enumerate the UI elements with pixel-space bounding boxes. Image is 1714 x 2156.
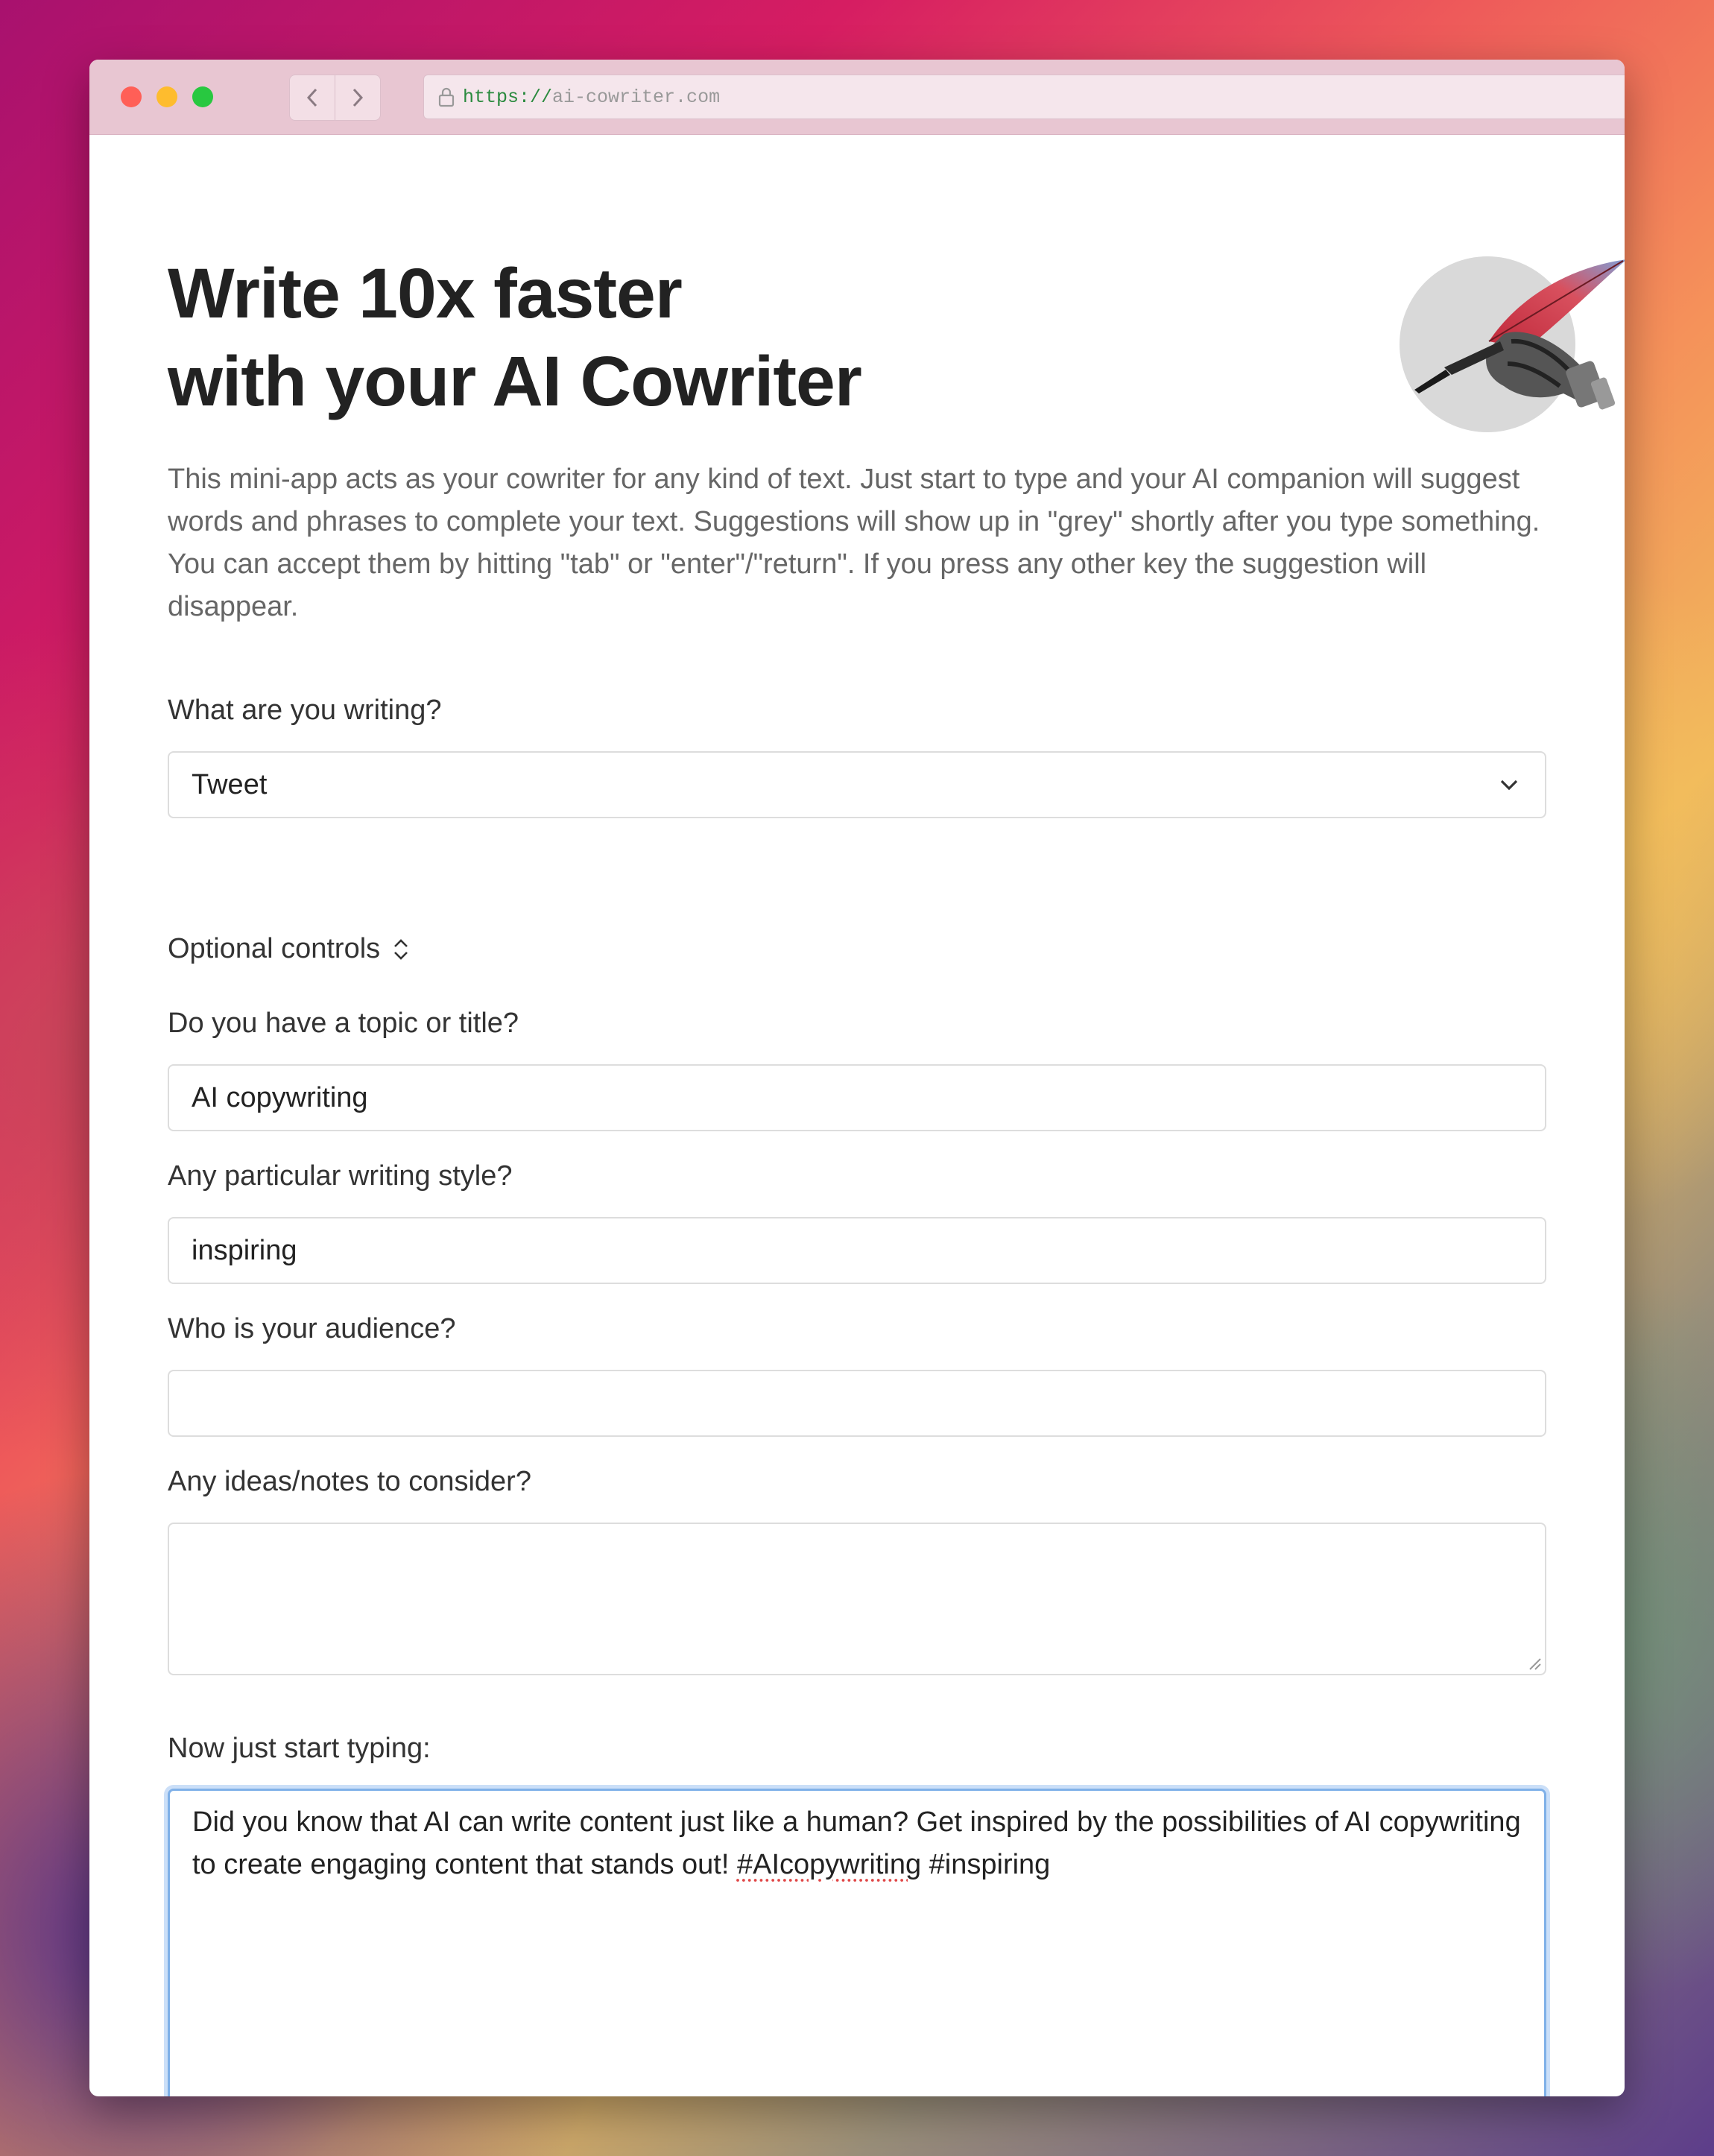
main-text-body: Did you know that AI can write content just like a human? Get inspired by the possibilities of AI copywriting to create engaging content that stands out! [192,1806,1521,1880]
notes-textarea[interactable] [168,1523,1546,1675]
expand-collapse-icon [390,936,411,963]
page-title [168,250,861,426]
topic-label: Do you have a topic or title? [168,1008,519,1039]
style-value: inspiring [192,1234,297,1266]
robot-hand-quill-icon [1400,252,1625,437]
intro-description: This mini-app acts as your cowriter for any kind of text. Just start to type and your AI companion will suggest words and phrases to complete your text. Suggestions will show up in "grey" shortly after you type something. You can accept them by hitting "tab" or "enter"/"return". If you press any other key the suggestion will disappear. [168,464,1540,622]
page-title-line2: with your AI Cowriter [168,342,861,421]
page-title-line1: Write 10x faster [168,254,682,333]
writing-type-label: What are you writing? [168,695,442,726]
main-editor-label: Now just start typing: [168,1733,431,1764]
address-bar[interactable] [423,75,1625,119]
lock-icon [437,86,455,107]
forward-button[interactable] [335,75,381,121]
optional-controls-toggle[interactable] [168,933,411,965]
close-window-button[interactable] [121,86,142,107]
resize-handle-icon[interactable] [1525,1654,1542,1671]
chevron-right-icon [350,86,366,109]
chevron-left-icon [304,86,320,109]
audience-label: Who is your audience? [168,1313,456,1344]
main-editor-text [192,1801,1522,1886]
browser-titlebar [89,60,1625,135]
url-scheme: https:// [463,86,553,108]
optional-controls-label: Optional controls [168,933,381,964]
chevron-down-icon [1496,771,1522,798]
url-host: ai-cowriter.com [552,86,721,108]
browser-window [89,60,1625,2096]
notes-label: Any ideas/notes to consider? [168,1466,531,1497]
maximize-window-button[interactable] [192,86,213,107]
writing-type-value: Tweet [192,768,268,800]
writing-type-select[interactable] [168,751,1546,818]
style-input[interactable] [168,1217,1546,1284]
topic-value: AI copywriting [192,1081,368,1113]
main-editor-textarea[interactable] [168,1789,1546,2096]
main-text-hashtag: #inspiring [921,1849,1051,1880]
back-button[interactable] [289,75,335,121]
minimize-window-button[interactable] [156,86,177,107]
topic-input[interactable] [168,1064,1546,1131]
main-text-hashtag-misspelled: #AIcopywriting [736,1849,922,1880]
style-label: Any particular writing style? [168,1160,513,1192]
audience-input[interactable] [168,1370,1546,1437]
